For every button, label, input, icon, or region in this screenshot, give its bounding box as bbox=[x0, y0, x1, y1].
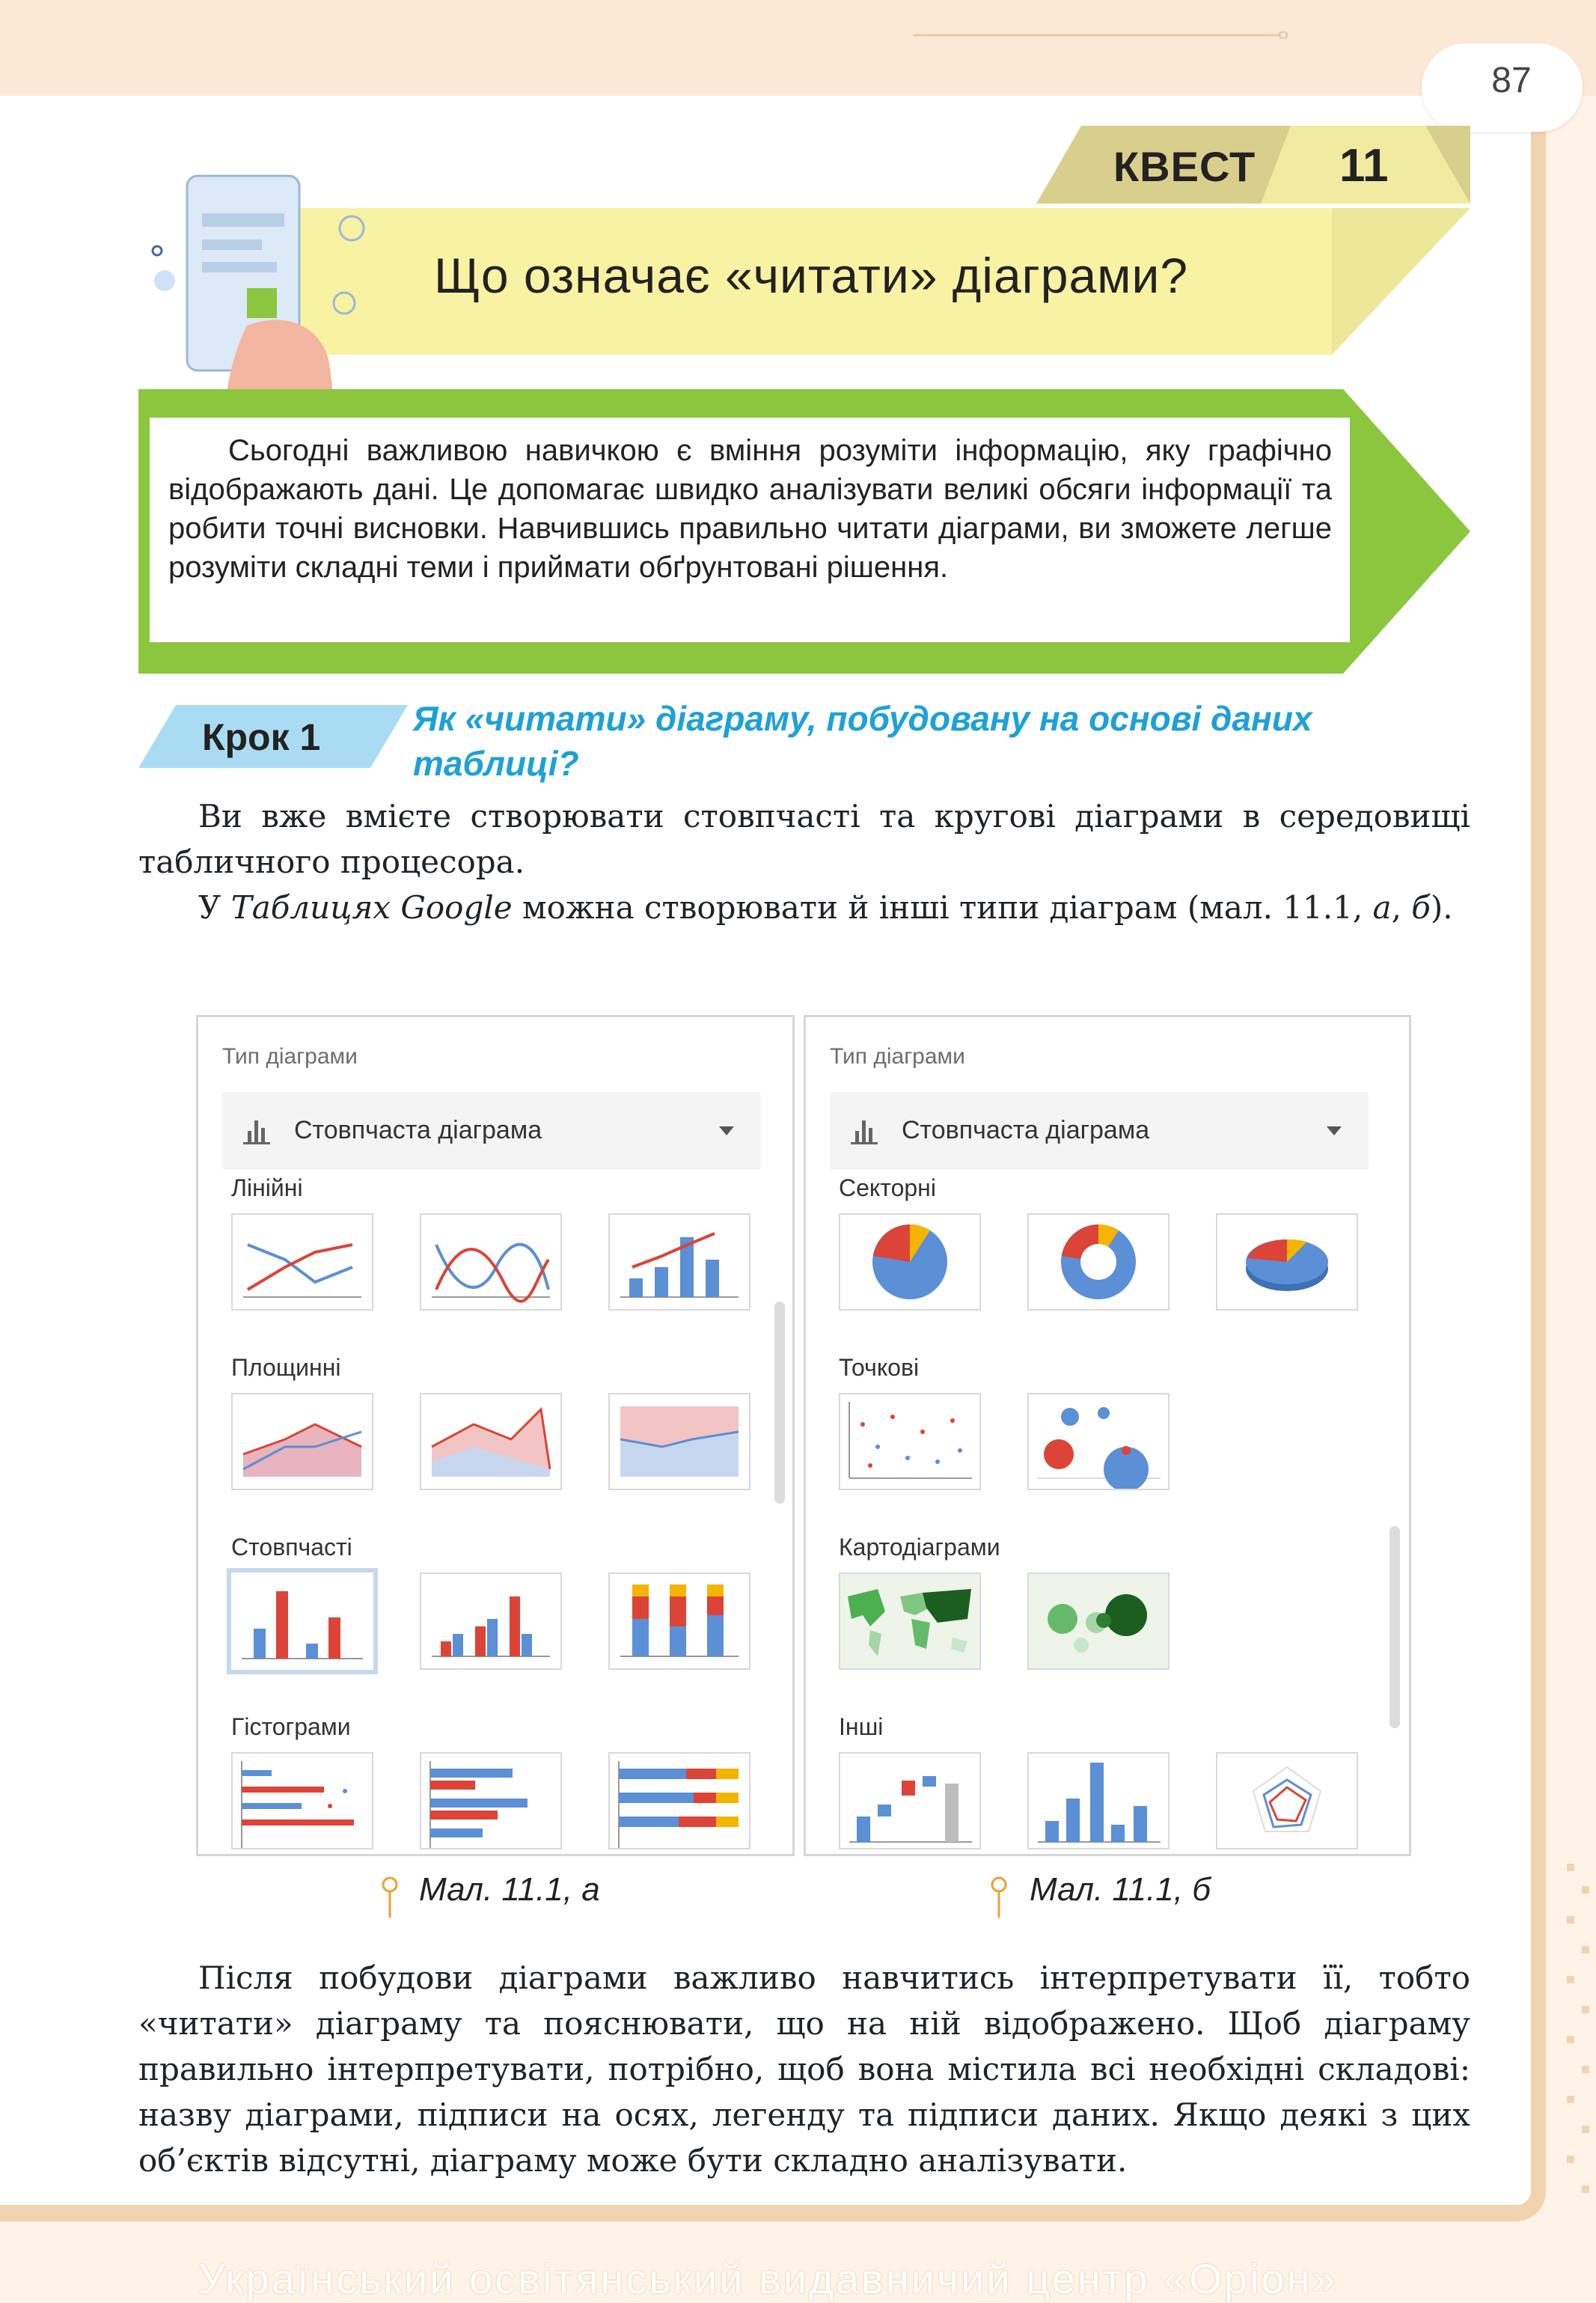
thumb-line-chart[interactable] bbox=[231, 1213, 373, 1311]
chart-type-selected: Стовпчаста діаграма bbox=[902, 1116, 1150, 1144]
thumb-geo-bubble-chart[interactable] bbox=[1027, 1573, 1170, 1670]
section-pie: Секторні bbox=[839, 1174, 936, 1201]
intro-text: Сьогодні важливою навичкою є вміння розуміти інформацію, яку графічно відображають дані. Це допомагає швидко аналізувати великі обсяги інформації та робити точні висновки. Навчившись правильно читати діаграми, ви зможете легше розуміти складні теми і приймати обґрунтовані рішення. bbox=[168, 434, 1332, 584]
chart-type-dropdown[interactable] bbox=[830, 1092, 1369, 1170]
quest-label: КВЕСТ bbox=[1113, 143, 1256, 190]
section-histogram: Гістограми bbox=[231, 1713, 351, 1740]
thumb-stacked-column-chart[interactable] bbox=[608, 1573, 750, 1670]
chart-type-label: Тип діаграми bbox=[830, 1044, 965, 1069]
thumb-radar-chart[interactable] bbox=[1216, 1752, 1358, 1849]
thumb-pie-chart[interactable] bbox=[839, 1213, 981, 1311]
section-scatter: Точкові bbox=[839, 1354, 920, 1381]
thumb-3d-pie-chart[interactable] bbox=[1216, 1213, 1358, 1311]
thumb-smooth-line-chart[interactable] bbox=[420, 1213, 562, 1311]
section-geo: Картодіаграми bbox=[839, 1534, 1000, 1561]
section-column: Стовпчасті bbox=[231, 1534, 352, 1561]
decorative-arrow-line bbox=[905, 31, 1294, 39]
page-number: 87 bbox=[1491, 61, 1532, 100]
thumb-donut-chart[interactable] bbox=[1027, 1213, 1170, 1311]
thumb-grouped-bar-chart[interactable] bbox=[420, 1752, 562, 1849]
thumb-column-chart[interactable] bbox=[227, 1568, 378, 1674]
chart-type-panel-a bbox=[196, 1015, 795, 1856]
caption-pin-icon bbox=[380, 1876, 400, 1918]
chart-type-selected: Стовпчаста діаграма bbox=[294, 1116, 542, 1144]
caption-pin-icon bbox=[989, 1876, 1009, 1918]
paragraph-2: У Таблицях Google можна створювати й інші типи діаграм (мал. 11.1, а, б). bbox=[198, 889, 1453, 926]
scrollbar-a[interactable] bbox=[774, 1302, 785, 1504]
caption-a: Мал. 11.1, а bbox=[419, 1871, 600, 1908]
section-other: Інші bbox=[839, 1713, 884, 1740]
thumb-bar-chart[interactable] bbox=[231, 1752, 373, 1849]
bar-chart-icon bbox=[849, 1117, 879, 1144]
bar-chart-icon bbox=[242, 1117, 272, 1144]
thumb-combo-chart[interactable] bbox=[608, 1213, 750, 1311]
thumb-waterfall-chart[interactable] bbox=[839, 1752, 981, 1849]
paragraph-3: Після побудови діаграми важливо навчитись інтерпретувати її, тобто «читати» діаграму та пояснювати, що на ній відображено. Щоб діаграму правильно інтерпретувати, потрібно, щоб вона містила всі необхідні складові: назву діаграми, підписи на осях, легенду та підписи даних. Якщо деякі з цих об’єктів відсутні, діаграму може бути складно аналізувати. bbox=[138, 1959, 1470, 2179]
google-sheets-term: Таблицях Google bbox=[230, 889, 513, 926]
top-margin-strip bbox=[0, 0, 1596, 96]
section-line: Лінійні bbox=[231, 1174, 303, 1201]
decorative-dot-grid bbox=[1564, 1856, 1594, 2245]
thumb-geo-chart[interactable] bbox=[839, 1573, 981, 1670]
chevron-down-icon bbox=[1327, 1126, 1342, 1135]
publisher-footer: Український освітянський видавничий центр «Оріон» bbox=[198, 2255, 1338, 2302]
scrollbar-b[interactable] bbox=[1389, 1526, 1400, 1728]
thumb-grouped-column-chart[interactable] bbox=[420, 1573, 562, 1670]
step-label: Крок 1 bbox=[202, 716, 321, 758]
paragraph-1: Ви вже вмієте створювати стовпчасті та кругові діаграми в середовищі табличного процесора. bbox=[138, 798, 1470, 880]
chart-type-panel-b bbox=[804, 1015, 1411, 1856]
phone-hand-illustration bbox=[135, 153, 382, 423]
chart-type-dropdown[interactable] bbox=[222, 1092, 761, 1170]
quest-number: 11 bbox=[1339, 140, 1389, 192]
quest-title: Що означає «читати» діаграми? bbox=[434, 248, 1189, 303]
thumb-column-chart-other[interactable] bbox=[1027, 1752, 1170, 1849]
thumb-stacked-bar-chart[interactable] bbox=[608, 1752, 750, 1849]
chart-type-label: Тип діаграми bbox=[222, 1044, 358, 1069]
thumb-bubble-chart[interactable] bbox=[1027, 1393, 1170, 1490]
caption-b: Мал. 11.1, б bbox=[1030, 1871, 1211, 1908]
thumb-stacked-area-chart[interactable] bbox=[420, 1393, 562, 1490]
thumb-full-area-chart[interactable] bbox=[608, 1393, 750, 1490]
thumb-area-chart[interactable] bbox=[231, 1393, 373, 1490]
section-area: Площинні bbox=[231, 1354, 341, 1381]
step-title: Як «читати» діаграму, побудовану на основі даних таблиці? bbox=[413, 699, 1312, 783]
chevron-down-icon bbox=[719, 1126, 734, 1135]
thumb-scatter-chart[interactable] bbox=[839, 1393, 981, 1490]
